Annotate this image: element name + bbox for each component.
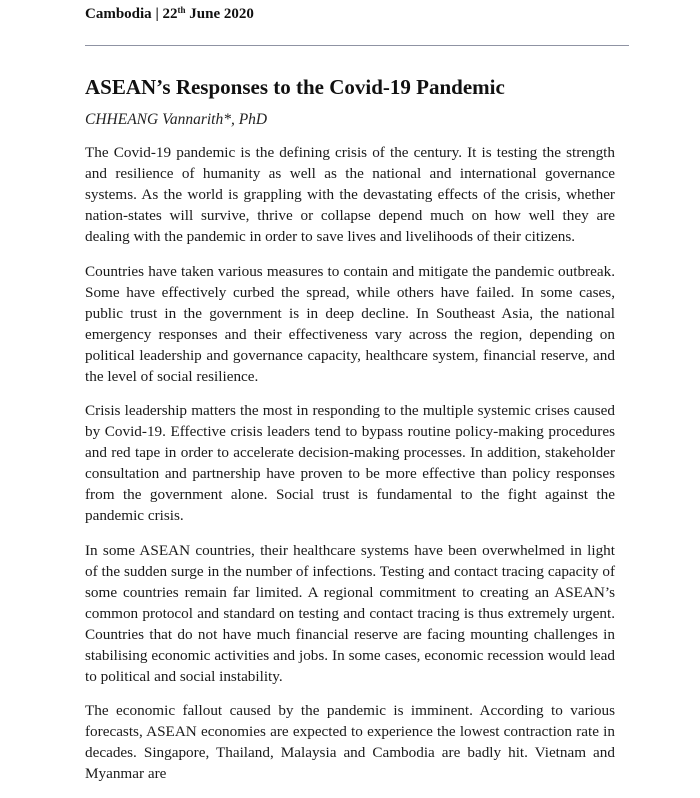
header-country: Cambodia [85, 6, 152, 22]
paragraph: The economic fallout caused by the pandemic is imminent. According to various forecasts, ASEAN economies are expected to experience the lowest contraction rate in decades. Singapore, Thailand, Malaysia and Cambodia are badly hit. Vietnam and Myanmar are [85, 702, 615, 782]
header-separator: | [151, 6, 163, 22]
paragraph: Crisis leadership matters the most in responding to the multiple systemic crises caused by Covid-19. Effective crisis leaders tend to bypass routine policy-making procedures and red tape in order to accelerate decision-making processes. In addition, stakeholder consultation and partnership have proven to be more effective than policy responses from the government alone. Social trust is fundamental to the fight against the pandemic crisis. [85, 402, 615, 524]
paragraph: Countries have taken various measures to contain and mitigate the pandemic outbreak. Some have effectively curbed the spread, while others have failed. In some cases, public trust in the government is in deep decline. In Southeast Asia, the national emergency responses and their effectiveness vary across the region, depending on political leadership and governance capacity, healthcare system, financial reserve, and the level of social resilience. [85, 262, 615, 385]
paragraph: The Covid-19 pandemic is the defining crisis of the century. It is testing the strength and resilience of humanity as well as the national and international governance systems. As the world is grappling with the devastating effects of the crisis, whether nation-states will survive, thrive or collapse depend much on how well they are dealing with the pandemic in order to save lives and livelihoods of their citizens. [85, 144, 615, 245]
article-body [85, 142, 615, 798]
article-author: CHHEANG Vannarith*, PhD [85, 111, 268, 128]
paragraph: In some ASEAN countries, their healthcare systems have been overwhelmed in light of the sudden surge in the number of infections. Testing and contact tracing capacity of some countries remain far limited. A regional commitment to creating an ASEAN’s common protocol and standard on testing and contact tracing is thus extremely urgent. Countries that do not have much financial reserve are facing mounting challenges in stabilising economic activities and jobs. In some cases, economic recession would lead to political and social instability. [85, 541, 615, 685]
header-date-rest: June 2020 [185, 6, 254, 22]
header-date-suffix: th [177, 5, 186, 15]
header-date-day: 22 [162, 6, 178, 22]
header-divider [85, 45, 629, 46]
document-header [85, 4, 254, 24]
article-title: ASEAN’s Responses to the Covid-19 Pandemic [85, 75, 505, 99]
